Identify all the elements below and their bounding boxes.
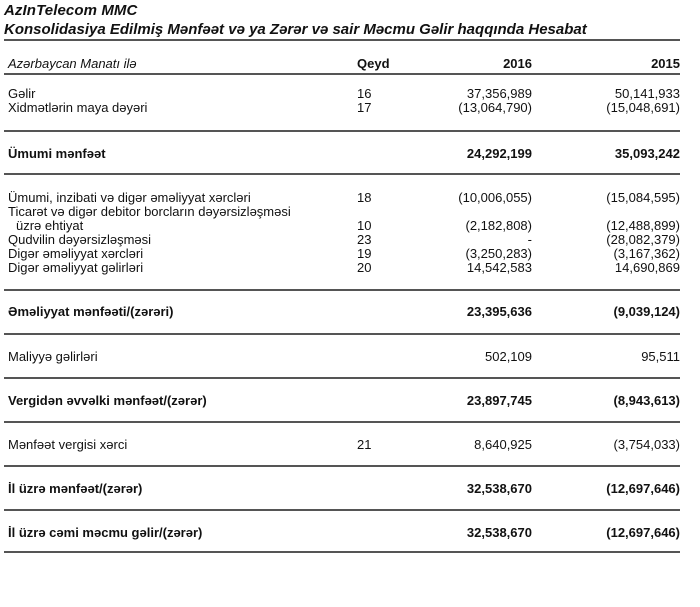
row-rule [4, 333, 680, 335]
currency-label: Azərbaycan Manatı ilə [8, 56, 137, 71]
header-rule [4, 73, 680, 75]
row-rule [4, 173, 680, 175]
table-row: Maliyyə gəlirləri 502,109 95,511 [8, 349, 680, 364]
row-rule [4, 509, 680, 511]
statement-title: Konsolidasiya Edilmiş Mənfəət və ya Zərər və sair Məcmu Gəlir haqqında Hesabat [4, 21, 587, 38]
table-row: Digər əməliyyat xərcləri 19 (3,250,283) (3,167,362) [8, 246, 680, 261]
row-rule [4, 289, 680, 291]
table-row-total-comprehensive: İl üzrə cəmi məcmu gəlir/(zərər) 32,538,670 (12,697,646) [8, 525, 680, 540]
table-row: Xidmətlərin maya dəyəri 17 (13,064,790) (15,048,691) [8, 100, 680, 115]
table-row: Ümumi, inzibati və digər əməliyyat xərcləri 18 (10,006,055) (15,084,595) [8, 190, 680, 205]
title-rule [4, 39, 680, 41]
row-rule [4, 377, 680, 379]
table-header [8, 56, 688, 72]
row-rule [4, 551, 680, 553]
row-rule [4, 421, 680, 423]
row-rule [4, 465, 680, 467]
row-rule [4, 130, 680, 132]
table-row-pretax-profit: Vergidən əvvəlki mənfəət/(zərər) 23,897,745 (8,943,613) [8, 393, 680, 408]
table-row: Ticarət və digər debitor borcların dəyərsizləşməsi [8, 204, 291, 219]
table-row: Gəlir 16 37,356,989 50,141,933 [8, 86, 680, 101]
table-row-operating-profit: Əməliyyat mənfəəti/(zərəri) 23,395,636 (9,039,124) [8, 304, 680, 319]
table-row: Qudvilin dəyərsizləşməsi 23 - (28,082,379) [8, 232, 680, 247]
year-2016-header: 2016 [503, 56, 532, 71]
table-row: üzrə ehtiyat 10 (2,182,808) (12,488,899) [16, 218, 680, 233]
table-row: Digər əməliyyat gəlirləri 20 14,542,583 14,690,869 [8, 260, 680, 275]
table-row: Mənfəət vergisi xərci 21 8,640,925 (3,754,033) [8, 437, 680, 452]
company-name: AzInTelecom MMC [4, 2, 138, 19]
table-row-net-profit: İl üzrə mənfəət/(zərər) 32,538,670 (12,697,646) [8, 481, 680, 496]
table-row-gross-profit: Ümumi mənfəət 24,292,199 35,093,242 [8, 146, 680, 161]
year-2015-header: 2015 [651, 56, 680, 71]
note-header: Qeyd [357, 56, 390, 71]
